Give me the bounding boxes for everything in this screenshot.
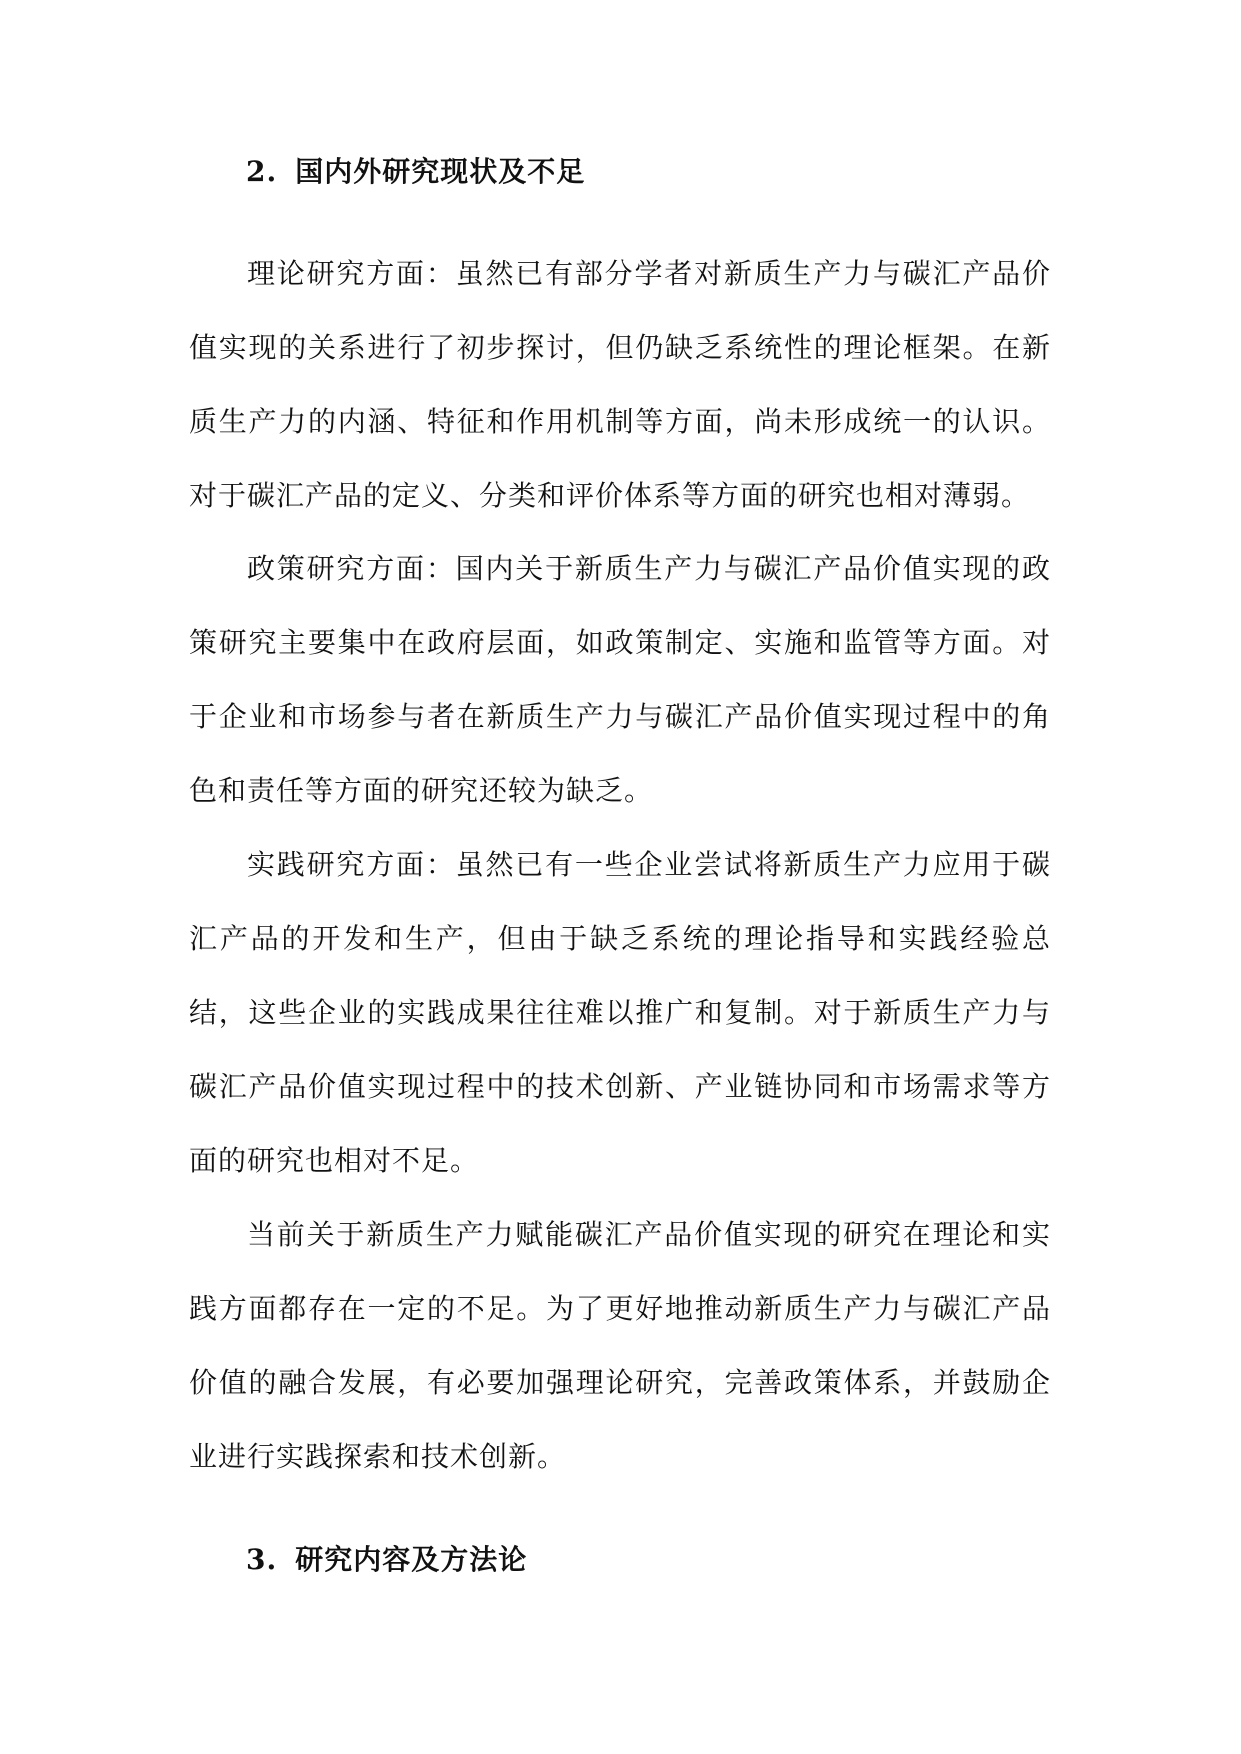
- section-heading-3: [246, 1542, 527, 1578]
- paragraph-policy-research: 政策研究方面：国内关于新质生产力与碳汇产品价值实现的政策研究主要集中在政府层面，如政策制定、实施和监管等方面。对于企业和市场参与者在新质生产力与碳汇产品价值实现过程中的角色和责任等方面的研究还较为缺乏。: [189, 552, 1051, 807]
- section-number: 3.: [246, 1543, 278, 1576]
- section-heading-2: [246, 154, 585, 190]
- section-title: 研究内容及方法论: [295, 1543, 528, 1576]
- paragraph-practice-research: 实践研究方面：虽然已有一些企业尝试将新质生产力应用于碳汇产品的开发和生产，但由于缺乏系统的理论指导和实践经验总结，这些企业的实践成果往往难以推广和复制。对于新质生产力与碳汇产品价值实现过程中的技术创新、产业链协同和市场需求等方面的研究也相对不足。: [189, 848, 1051, 1177]
- section-number: 2.: [246, 155, 278, 188]
- paragraph-summary: 当前关于新质生产力赋能碳汇产品价值实现的研究在理论和实践方面都存在一定的不足。为了更好地推动新质生产力与碳汇产品价值的融合发展，有必要加强理论研究，完善政策体系，并鼓励企业进行实践探索和技术创新。: [189, 1218, 1051, 1473]
- section-title: 国内外研究现状及不足: [295, 155, 586, 188]
- paragraph-theory-research: 理论研究方面：虽然已有部分学者对新质生产力与碳汇产品价值实现的关系进行了初步探讨，但仍缺乏系统性的理论框架。在新质生产力的内涵、特征和作用机制等方面，尚未形成统一的认识。对于碳汇产品的定义、分类和评价体系等方面的研究也相对薄弱。: [189, 257, 1051, 512]
